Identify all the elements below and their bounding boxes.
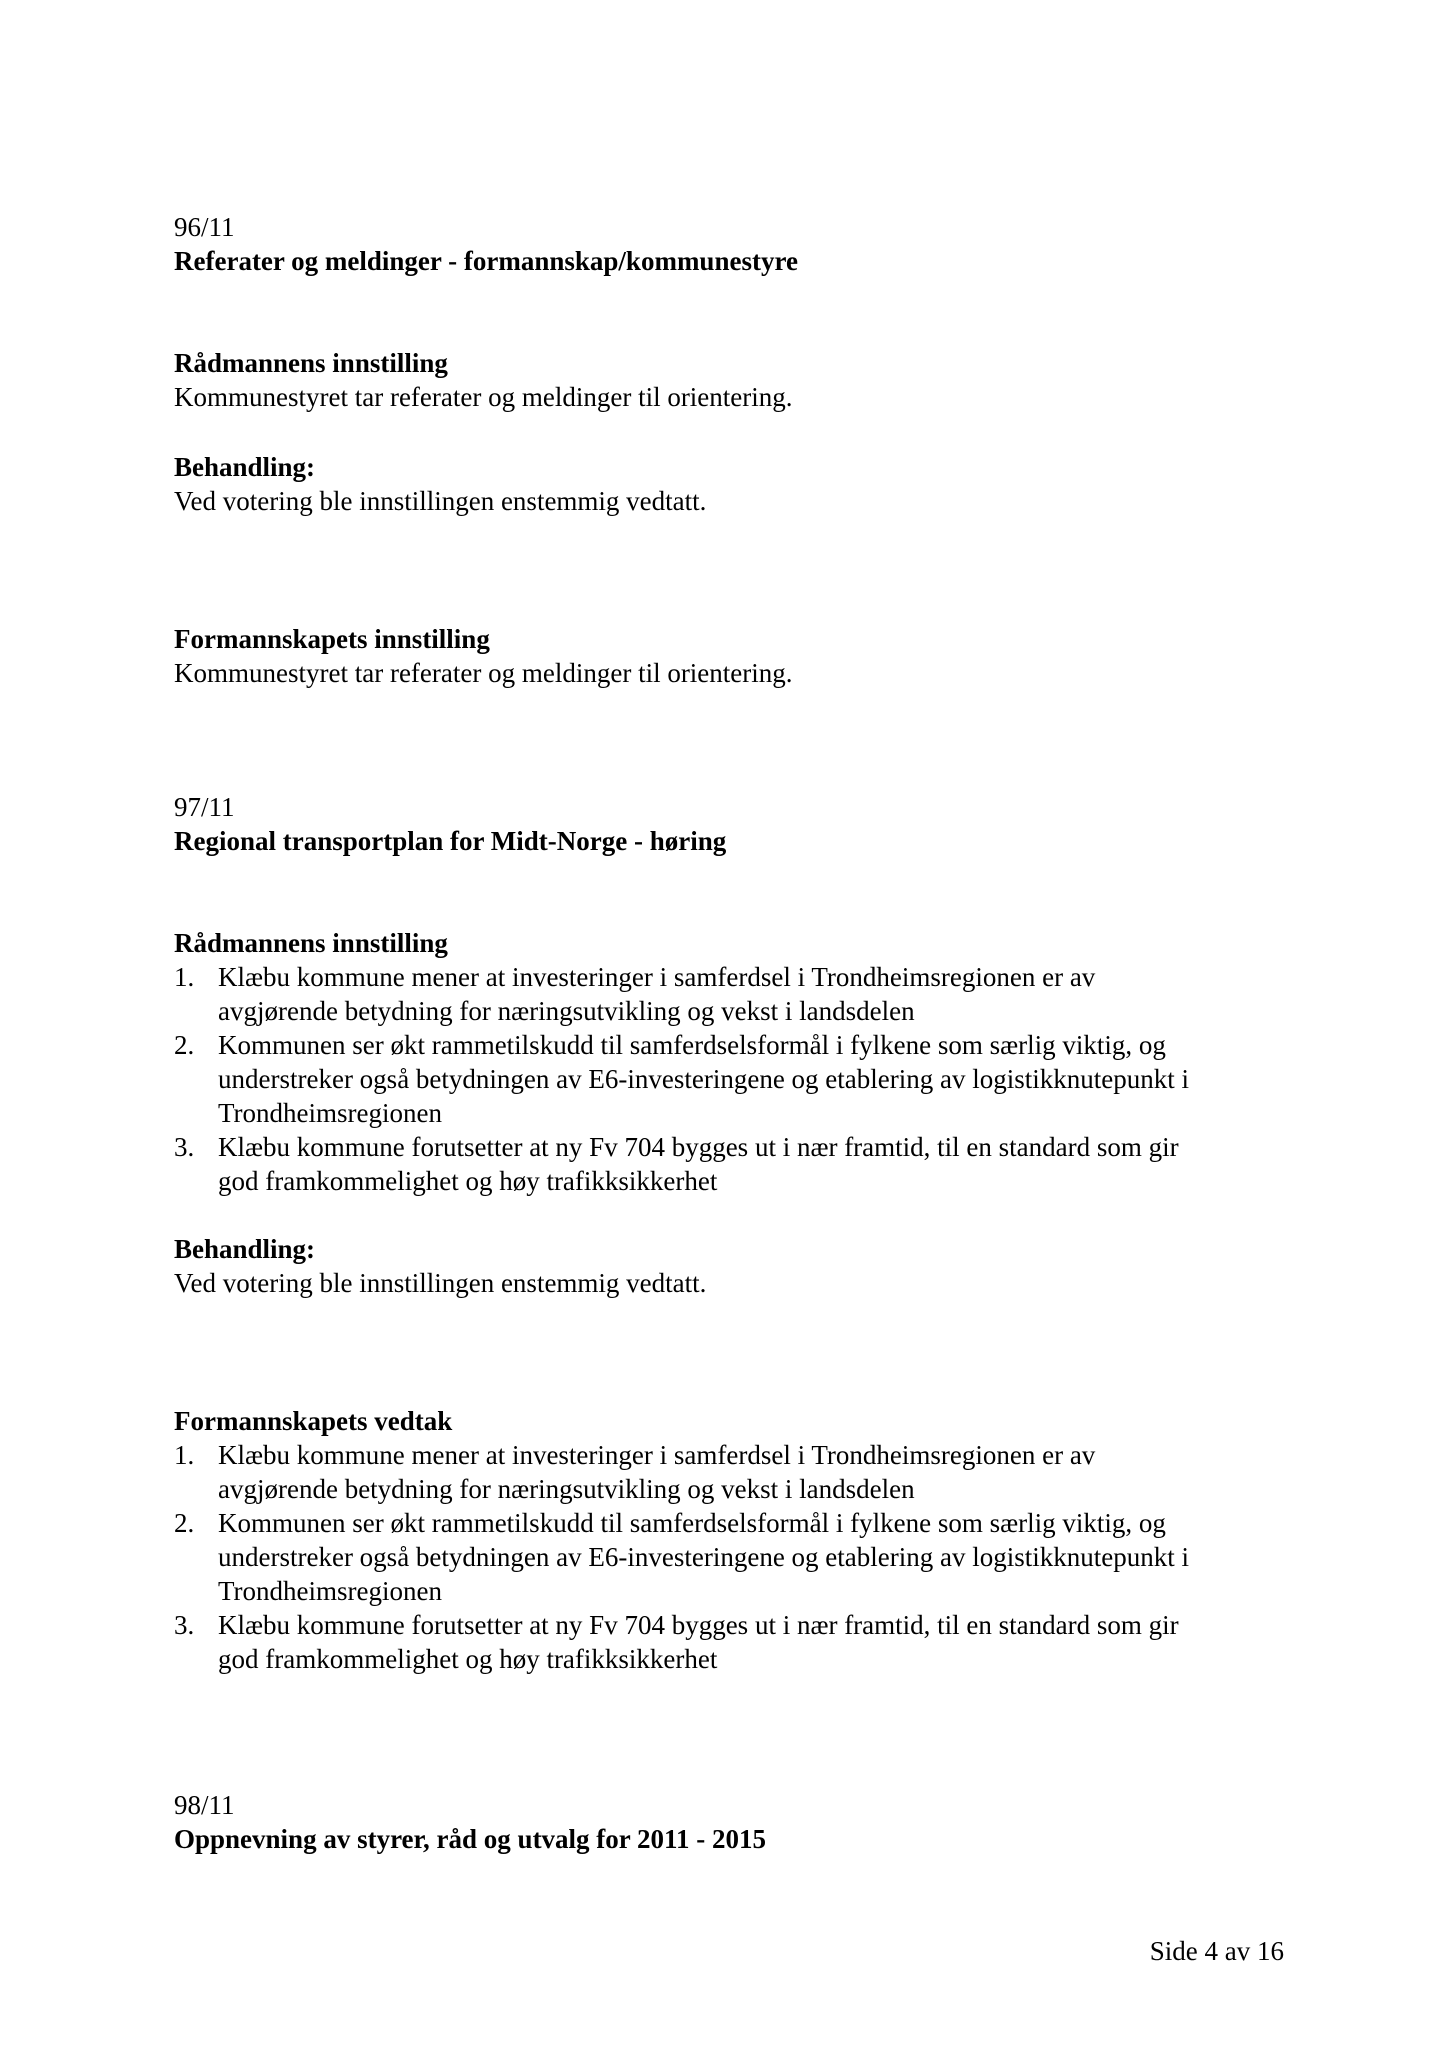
section-heading: Behandling: xyxy=(174,1234,316,1264)
behandling-97 xyxy=(174,1232,1314,1300)
case-title: Referater og meldinger - formannskap/kommunestyre xyxy=(174,246,798,276)
case-title: Regional transportplan for Midt-Norge - høring xyxy=(174,826,727,856)
list-item xyxy=(174,1608,1314,1676)
list-item-number: 1. xyxy=(174,1440,195,1470)
list-item xyxy=(174,1130,1314,1198)
list-item-number: 3. xyxy=(174,1610,195,1640)
section-heading: Behandling: xyxy=(174,452,316,482)
section-heading: Formannskapets vedtak xyxy=(174,1406,453,1436)
list-item xyxy=(174,1506,1314,1608)
list-item-line: Klæbu kommune mener at investeringer i samferdsel i Trondheimsregionen er av xyxy=(218,1440,1096,1470)
list-item-line: Klæbu kommune forutsetter at ny Fv 704 bygges ut i nær framtid, til en standard som gir xyxy=(218,1610,1179,1640)
list-item-number: 2. xyxy=(174,1030,195,1060)
list-item-number: 2. xyxy=(174,1508,195,1538)
list-item-line: Kommunen ser økt rammetilskudd til samferdselsformål i fylkene som særlig viktig, og xyxy=(218,1508,1166,1538)
radmann-recommendation-96 xyxy=(174,346,1314,414)
section-text: Ved votering ble innstillingen enstemmig vedtatt. xyxy=(174,486,707,516)
case-title: Oppnevning av styrer, råd og utvalg for 2011 - 2015 xyxy=(174,1824,767,1854)
list-item xyxy=(174,1028,1314,1130)
behandling-96 xyxy=(174,450,1314,518)
formannskap-decision-97 xyxy=(174,1404,1314,1676)
recommendation-list xyxy=(174,960,1314,1198)
section-text: Kommunestyret tar referater og meldinger til orientering. xyxy=(174,382,793,412)
formannskap-recommendation-96 xyxy=(174,622,1314,690)
list-item xyxy=(174,960,1314,1028)
decision-list xyxy=(174,1438,1314,1676)
list-item-line: Klæbu kommune forutsetter at ny Fv 704 bygges ut i nær framtid, til en standard som gir xyxy=(218,1132,1179,1162)
case-header-97 xyxy=(174,790,1314,858)
list-item-line: avgjørende betydning for næringsutvikling og vekst i landsdelen xyxy=(218,996,915,1026)
list-item-line: Trondheimsregionen xyxy=(218,1576,442,1606)
section-text: Ved votering ble innstillingen enstemmig vedtatt. xyxy=(174,1268,707,1298)
list-item-line: Kommunen ser økt rammetilskudd til samferdselsformål i fylkene som særlig viktig, og xyxy=(218,1030,1166,1060)
list-item-line: avgjørende betydning for næringsutvikling og vekst i landsdelen xyxy=(218,1474,915,1504)
section-text: Kommunestyret tar referater og meldinger til orientering. xyxy=(174,658,793,688)
page-number: Side 4 av 16 xyxy=(1149,1936,1284,1966)
list-item-line: Trondheimsregionen xyxy=(218,1098,442,1128)
radmann-recommendation-97 xyxy=(174,926,1314,1198)
list-item-line: Klæbu kommune mener at investeringer i samferdsel i Trondheimsregionen er av xyxy=(218,962,1096,992)
list-item-number: 3. xyxy=(174,1132,195,1162)
case-number: 97/11 xyxy=(174,792,235,822)
case-number: 98/11 xyxy=(174,1790,235,1820)
list-item-line: understreker også betydningen av E6-investeringene og etablering av logistikknutepunkt i xyxy=(218,1064,1189,1094)
list-item-line: understreker også betydningen av E6-investeringene og etablering av logistikknutepunkt i xyxy=(218,1542,1189,1572)
case-number: 96/11 xyxy=(174,212,235,242)
list-item-number: 1. xyxy=(174,962,195,992)
section-heading: Rådmannens innstilling xyxy=(174,928,448,958)
list-item xyxy=(174,1438,1314,1506)
list-item-line: god framkommelighet og høy trafikksikkerhet xyxy=(218,1166,718,1196)
section-heading: Formannskapets innstilling xyxy=(174,624,490,654)
case-header-96 xyxy=(174,210,1314,278)
list-item-line: god framkommelighet og høy trafikksikkerhet xyxy=(218,1644,718,1674)
case-header-98 xyxy=(174,1788,1314,1856)
section-heading: Rådmannens innstilling xyxy=(174,348,448,378)
